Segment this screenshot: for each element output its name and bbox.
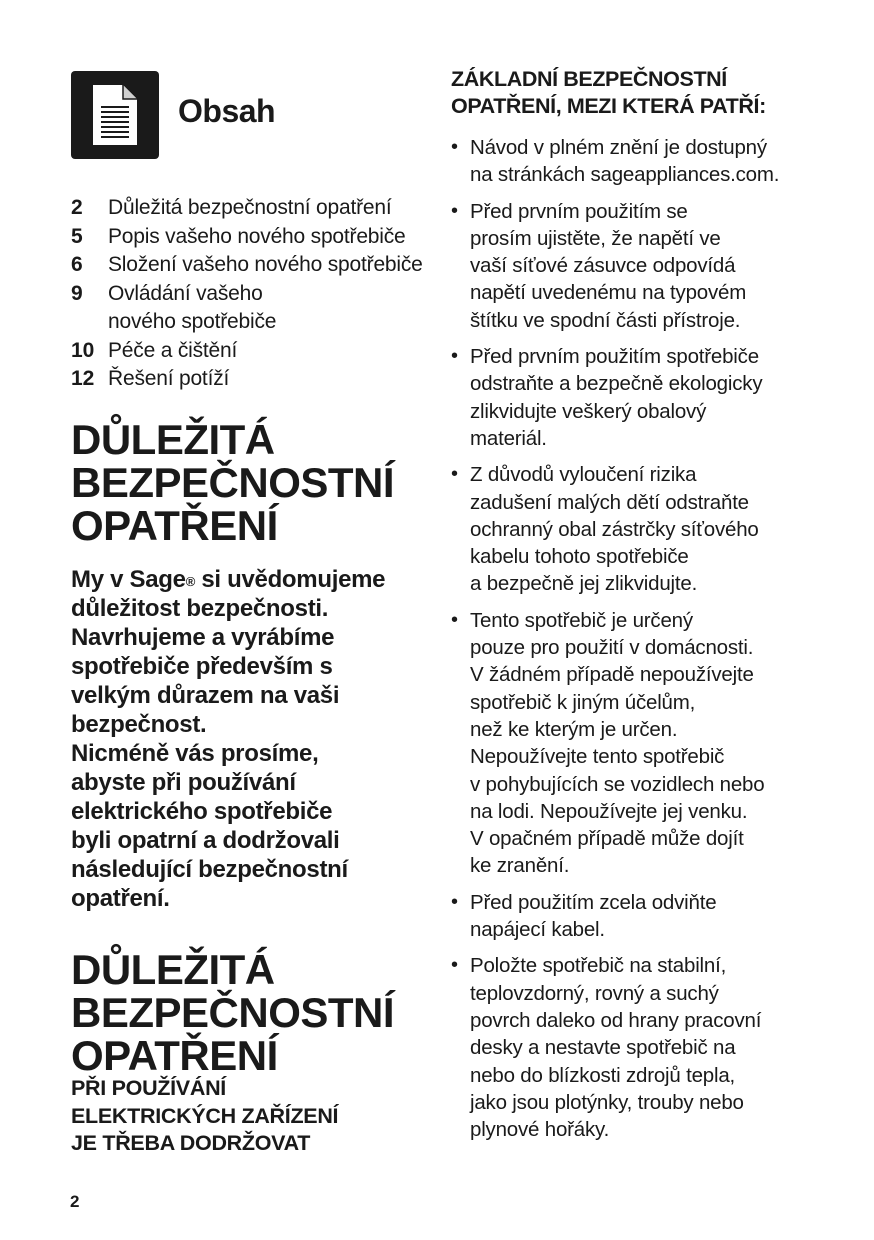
bullet-text-line: napájecí kabel. <box>470 918 605 942</box>
intro-line: velkým důrazem na vaši <box>71 682 340 709</box>
heading-line: OPATŘENÍ <box>71 1032 278 1079</box>
safety-bullet-item <box>451 343 821 452</box>
bullet-text-line: materiál. <box>470 426 547 450</box>
toc-label-line: nového spotřebiče <box>108 310 277 333</box>
toc-page-number: 12 <box>71 367 95 390</box>
bullet-text-line: desky a nestavte spotřebič na <box>470 1036 736 1060</box>
bullet-dot: • <box>451 608 458 631</box>
contents-title: Obsah <box>178 93 276 129</box>
bullet-text-line: nebo do blízkosti zdrojů tepla, <box>470 1063 736 1087</box>
subheading-line: PŘI POUŽÍVÁNÍ <box>71 1076 226 1100</box>
intro-paragraph <box>71 565 441 913</box>
bullet-text-line: napětí uvedenému na typovém <box>470 281 747 305</box>
bullet-text-line: a bezpečně jej zlikvidujte. <box>470 572 698 596</box>
bullet-text-line: odstraňte a bezpečně ekologicky <box>470 372 763 396</box>
bullet-text-line: štítku ve spodní části přístroje. <box>470 308 741 332</box>
bullet-text-line: plynové hořáky. <box>470 1118 610 1142</box>
intro-line: Navrhujeme a vyrábíme <box>71 624 335 651</box>
bullet-text-line: na stránkách sageappliances.com. <box>470 163 780 187</box>
bullet-text-line: na lodi. Nepoužívejte jej venku. <box>470 799 748 823</box>
intro-line: bezpečnost. <box>71 711 207 738</box>
toc-page-number: 9 <box>71 281 83 305</box>
safety-heading-1 <box>71 418 451 547</box>
toc-item[interactable] <box>71 337 461 366</box>
intro-line: elektrického spotřebiče <box>71 798 333 825</box>
page-number: 2 <box>70 1192 80 1211</box>
heading-line: OPATŘENÍ <box>71 502 278 549</box>
bullet-dot: • <box>451 463 458 486</box>
bullet-text-line: teplovzdorný, rovný a suchý <box>470 981 719 1005</box>
toc-item[interactable] <box>71 251 461 280</box>
subheading-line: JE TŘEBA DODRŽOVAT <box>71 1131 311 1155</box>
document-icon-box <box>71 71 159 159</box>
toc-label-line: Ovládání vašeho <box>108 281 263 305</box>
intro-line: opatření. <box>71 885 170 912</box>
registered-mark: ® <box>185 574 195 589</box>
bullet-text-line: spotřebič k jiným účelům, <box>470 690 696 714</box>
intro-text: si uvědomujeme <box>194 566 386 593</box>
bullet-dot: • <box>451 954 458 977</box>
toc-label: Péče a čištění <box>108 338 238 362</box>
heading-line: ZÁKLADNÍ BEZPEČNOSTNÍ <box>451 67 727 91</box>
intro-line: Nicméně vás prosíme, <box>71 740 319 767</box>
heading-line: OPATŘENÍ, MEZI KTERÁ PATŘÍ: <box>451 94 766 118</box>
bullet-text-line: Před použitím zcela odviňte <box>470 890 717 914</box>
heading-line: DŮLEŽITÁ <box>71 416 275 463</box>
intro-line: abyste při používání <box>71 769 296 796</box>
safety-bullet-item <box>451 607 821 880</box>
toc-label: Důležitá bezpečnostní opatření <box>108 196 392 219</box>
intro-line: spotřebiče především s <box>71 653 333 680</box>
safety-bullet-item <box>451 461 821 597</box>
intro-line <box>71 565 441 594</box>
bullet-text-line: ochranný obal zástrčky síťového <box>470 517 759 541</box>
bullet-text-line: Před prvním použitím spotřebiče <box>470 345 759 369</box>
toc-item[interactable] <box>71 194 461 223</box>
bullet-text-line: než ke kterým je určen. <box>470 717 678 741</box>
intro-line: byli opatrní a dodržovali <box>71 827 340 854</box>
bullet-text-line: zlikvidujte veškerý obalový <box>470 399 707 423</box>
bullet-text-line: pouze pro použití v domácnosti. <box>470 636 754 660</box>
safety-bullet-item <box>451 134 821 189</box>
toc-label: Řešení potíží <box>108 367 230 390</box>
toc-item[interactable] <box>71 365 461 394</box>
bullet-dot: • <box>451 345 458 368</box>
toc-label: Složení vašeho nového spotřebiče <box>108 253 423 276</box>
toc-page-number: 5 <box>71 224 83 248</box>
safety-subheading <box>71 1075 451 1158</box>
bullet-text-line: prosím ujistěte, že napětí ve <box>470 226 721 250</box>
toc-page-number: 2 <box>71 196 83 219</box>
toc-label: Popis vašeho nového spotřebiče <box>108 224 406 248</box>
subheading-line: ELEKTRICKÝCH ZAŘÍZENÍ <box>71 1103 339 1128</box>
toc-item[interactable] <box>71 223 461 252</box>
heading-line: BEZPEČNOSTNÍ <box>71 989 395 1036</box>
bullet-text-line: V opačném případě může dojít <box>470 827 744 851</box>
bullet-text-line: kabelu tohoto spotřebiče <box>470 545 689 569</box>
bullet-text-line: Před prvním použitím se <box>470 199 688 223</box>
heading-line: BEZPEČNOSTNÍ <box>71 459 395 506</box>
bullet-text-line: ke zranění. <box>470 854 570 878</box>
bullet-text-line: Nepoužívejte tento spotřebič <box>470 745 725 769</box>
toc-page-number: 10 <box>71 338 95 362</box>
toc-item[interactable] <box>71 280 461 337</box>
bullet-text-line: povrch daleko od hrany pracovní <box>470 1008 762 1032</box>
table-of-contents <box>71 194 461 394</box>
bullet-dot: • <box>451 890 458 913</box>
bullet-text-line: Položte spotřebič na stabilní, <box>470 954 727 978</box>
safety-bullet-item <box>451 952 821 1143</box>
bullet-text-line: Z důvodů vyloučení rizika <box>470 463 697 487</box>
bullet-text-line: v pohybujících se vozidlech nebo <box>470 772 765 796</box>
intro-line: následující bezpečnostní <box>71 856 348 883</box>
heading-line: DŮLEŽITÁ <box>71 946 275 993</box>
bullet-text-line: vaší síťové zásuvce odpovídá <box>470 254 736 278</box>
basic-safety-heading <box>451 66 831 120</box>
intro-text: My v Sage <box>71 566 186 593</box>
bullet-text-line: Tento spotřebič je určený <box>470 608 693 632</box>
bullet-text-line: zadušení malých dětí odstraňte <box>470 490 749 514</box>
bullet-dot: • <box>451 199 458 222</box>
safety-heading-2 <box>71 948 451 1077</box>
document-icon <box>91 83 139 147</box>
bullet-text-line: jako jsou plotýnky, trouby nebo <box>470 1090 744 1114</box>
safety-bullet-item <box>451 889 821 944</box>
bullet-text-line: V žádném případě nepoužívejte <box>470 663 754 687</box>
toc-page-number: 6 <box>71 253 83 276</box>
bullet-dot: • <box>451 136 458 158</box>
toc-label <box>108 280 461 337</box>
intro-line: důležitost bezpečnosti. <box>71 595 329 622</box>
bullet-text-line: Návod v plném znění je dostupný <box>470 136 767 159</box>
safety-bullet-item <box>451 198 821 334</box>
safety-bullet-list <box>451 134 821 1152</box>
